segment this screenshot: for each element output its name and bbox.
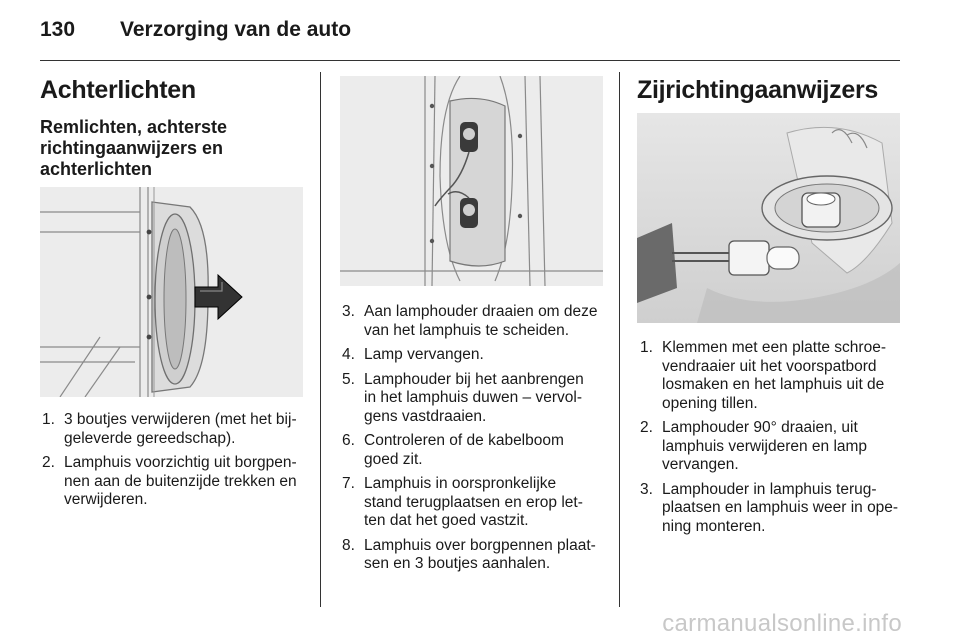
step-text (364, 537, 607, 574)
step-number: 7. (342, 475, 355, 492)
step-line: Aan lamphouder draaien om deze (364, 303, 598, 320)
list-item (42, 411, 307, 448)
step-text (364, 475, 607, 531)
step-number: 1. (42, 411, 55, 428)
step-text (662, 419, 905, 475)
lamp-holder-illustration (340, 76, 603, 286)
subsection-heading (40, 117, 227, 180)
step-number: 5. (342, 370, 355, 388)
step-line: Lamp vervangen. (364, 346, 484, 363)
step-line: Lamphuis voorzichtig uit borgpen- (64, 454, 297, 471)
step-number: 3. (640, 480, 653, 498)
page-header (40, 18, 900, 58)
side-indicator-illustration (637, 113, 900, 323)
step-text (662, 339, 905, 413)
list-item (342, 475, 607, 531)
step-number: 1. (640, 339, 653, 356)
list-item (640, 481, 905, 537)
list-item (640, 339, 905, 413)
step-line: verwijderen. (64, 491, 148, 508)
step-line: opening tillen. (662, 394, 758, 412)
step-line: nen aan de buitenzijde trekken en (64, 472, 297, 490)
step-number: 4. (342, 346, 355, 363)
list-item (640, 419, 905, 475)
step-number: 2. (42, 454, 55, 471)
step-line: in het lamphuis duwen – vervol- (364, 389, 582, 406)
header-divider (40, 60, 900, 61)
column-divider-2 (619, 72, 620, 607)
step-line: Lamphuis over borgpennen plaat- (364, 536, 596, 554)
step-line: ning monteren. (662, 517, 766, 535)
list-item (342, 303, 607, 340)
step-number: 6. (342, 432, 355, 449)
step-number: 2. (640, 419, 653, 436)
step-line: van het lamphuis te scheiden. (364, 321, 570, 339)
step-text (364, 432, 607, 469)
subheading-line: Remlichten, achterste (40, 117, 228, 137)
step-line: losmaken en het lamphuis uit de (662, 376, 885, 393)
step-text (364, 371, 607, 427)
step-line: Lamphuis in oorspronkelijke (364, 475, 557, 492)
step-number: 3. (342, 303, 355, 320)
step-line: Lamphouder in lamphuis terug- (662, 480, 877, 498)
left-steps-list (42, 411, 307, 516)
list-item (342, 346, 607, 365)
subheading-line: richtingaanwijzers en (40, 138, 224, 158)
step-line: goed zit. (364, 450, 423, 468)
step-text (662, 481, 905, 537)
middle-steps-list (342, 303, 607, 580)
step-line: lamphuis verwijderen en lamp (662, 437, 868, 455)
rear-light-removal-illustration (40, 187, 303, 397)
step-line: vendraaier uit het voorspatbord (662, 357, 877, 375)
subheading-line: achterlichten (40, 159, 153, 179)
column-divider-1 (320, 72, 321, 607)
list-item (42, 454, 307, 510)
step-number: 8. (342, 536, 355, 554)
step-line: vervangen. (662, 456, 739, 473)
list-item (342, 432, 607, 469)
section-heading-zijrichtingaanwijzers: Zijrichtingaanwijzers (637, 76, 878, 104)
step-line: Lamphouder bij het aanbrengen (364, 370, 584, 388)
list-item (342, 371, 607, 427)
step-text (364, 346, 607, 365)
step-line: Controleren of de kabelboom (364, 432, 564, 449)
page-number: 130 (40, 18, 76, 41)
step-text (364, 303, 607, 340)
step-line: ten dat het goed vastzit. (364, 512, 529, 529)
section-heading-achterlichten: Achterlichten (40, 76, 196, 104)
step-line: 3 boutjes verwijderen (met het bij- (64, 411, 297, 428)
step-line: Lamphouder 90° draaien, uit (662, 419, 858, 436)
step-text (64, 454, 307, 510)
list-item (342, 537, 607, 574)
step-line: sen en 3 boutjes aanhalen. (364, 555, 551, 572)
step-line: plaatsen en lamphuis weer in ope- (662, 499, 899, 516)
watermark: carmanualsonline.info (662, 610, 902, 637)
step-text (64, 411, 307, 448)
right-steps-list (640, 339, 905, 542)
step-line: Klemmen met een platte schroe- (662, 339, 886, 356)
step-line: gens vastdraaien. (364, 407, 487, 425)
step-line: geleverde gereedschap). (64, 429, 236, 447)
step-line: stand terugplaatsen en erop let- (364, 493, 583, 511)
page-title: Verzorging van de auto (120, 18, 352, 41)
